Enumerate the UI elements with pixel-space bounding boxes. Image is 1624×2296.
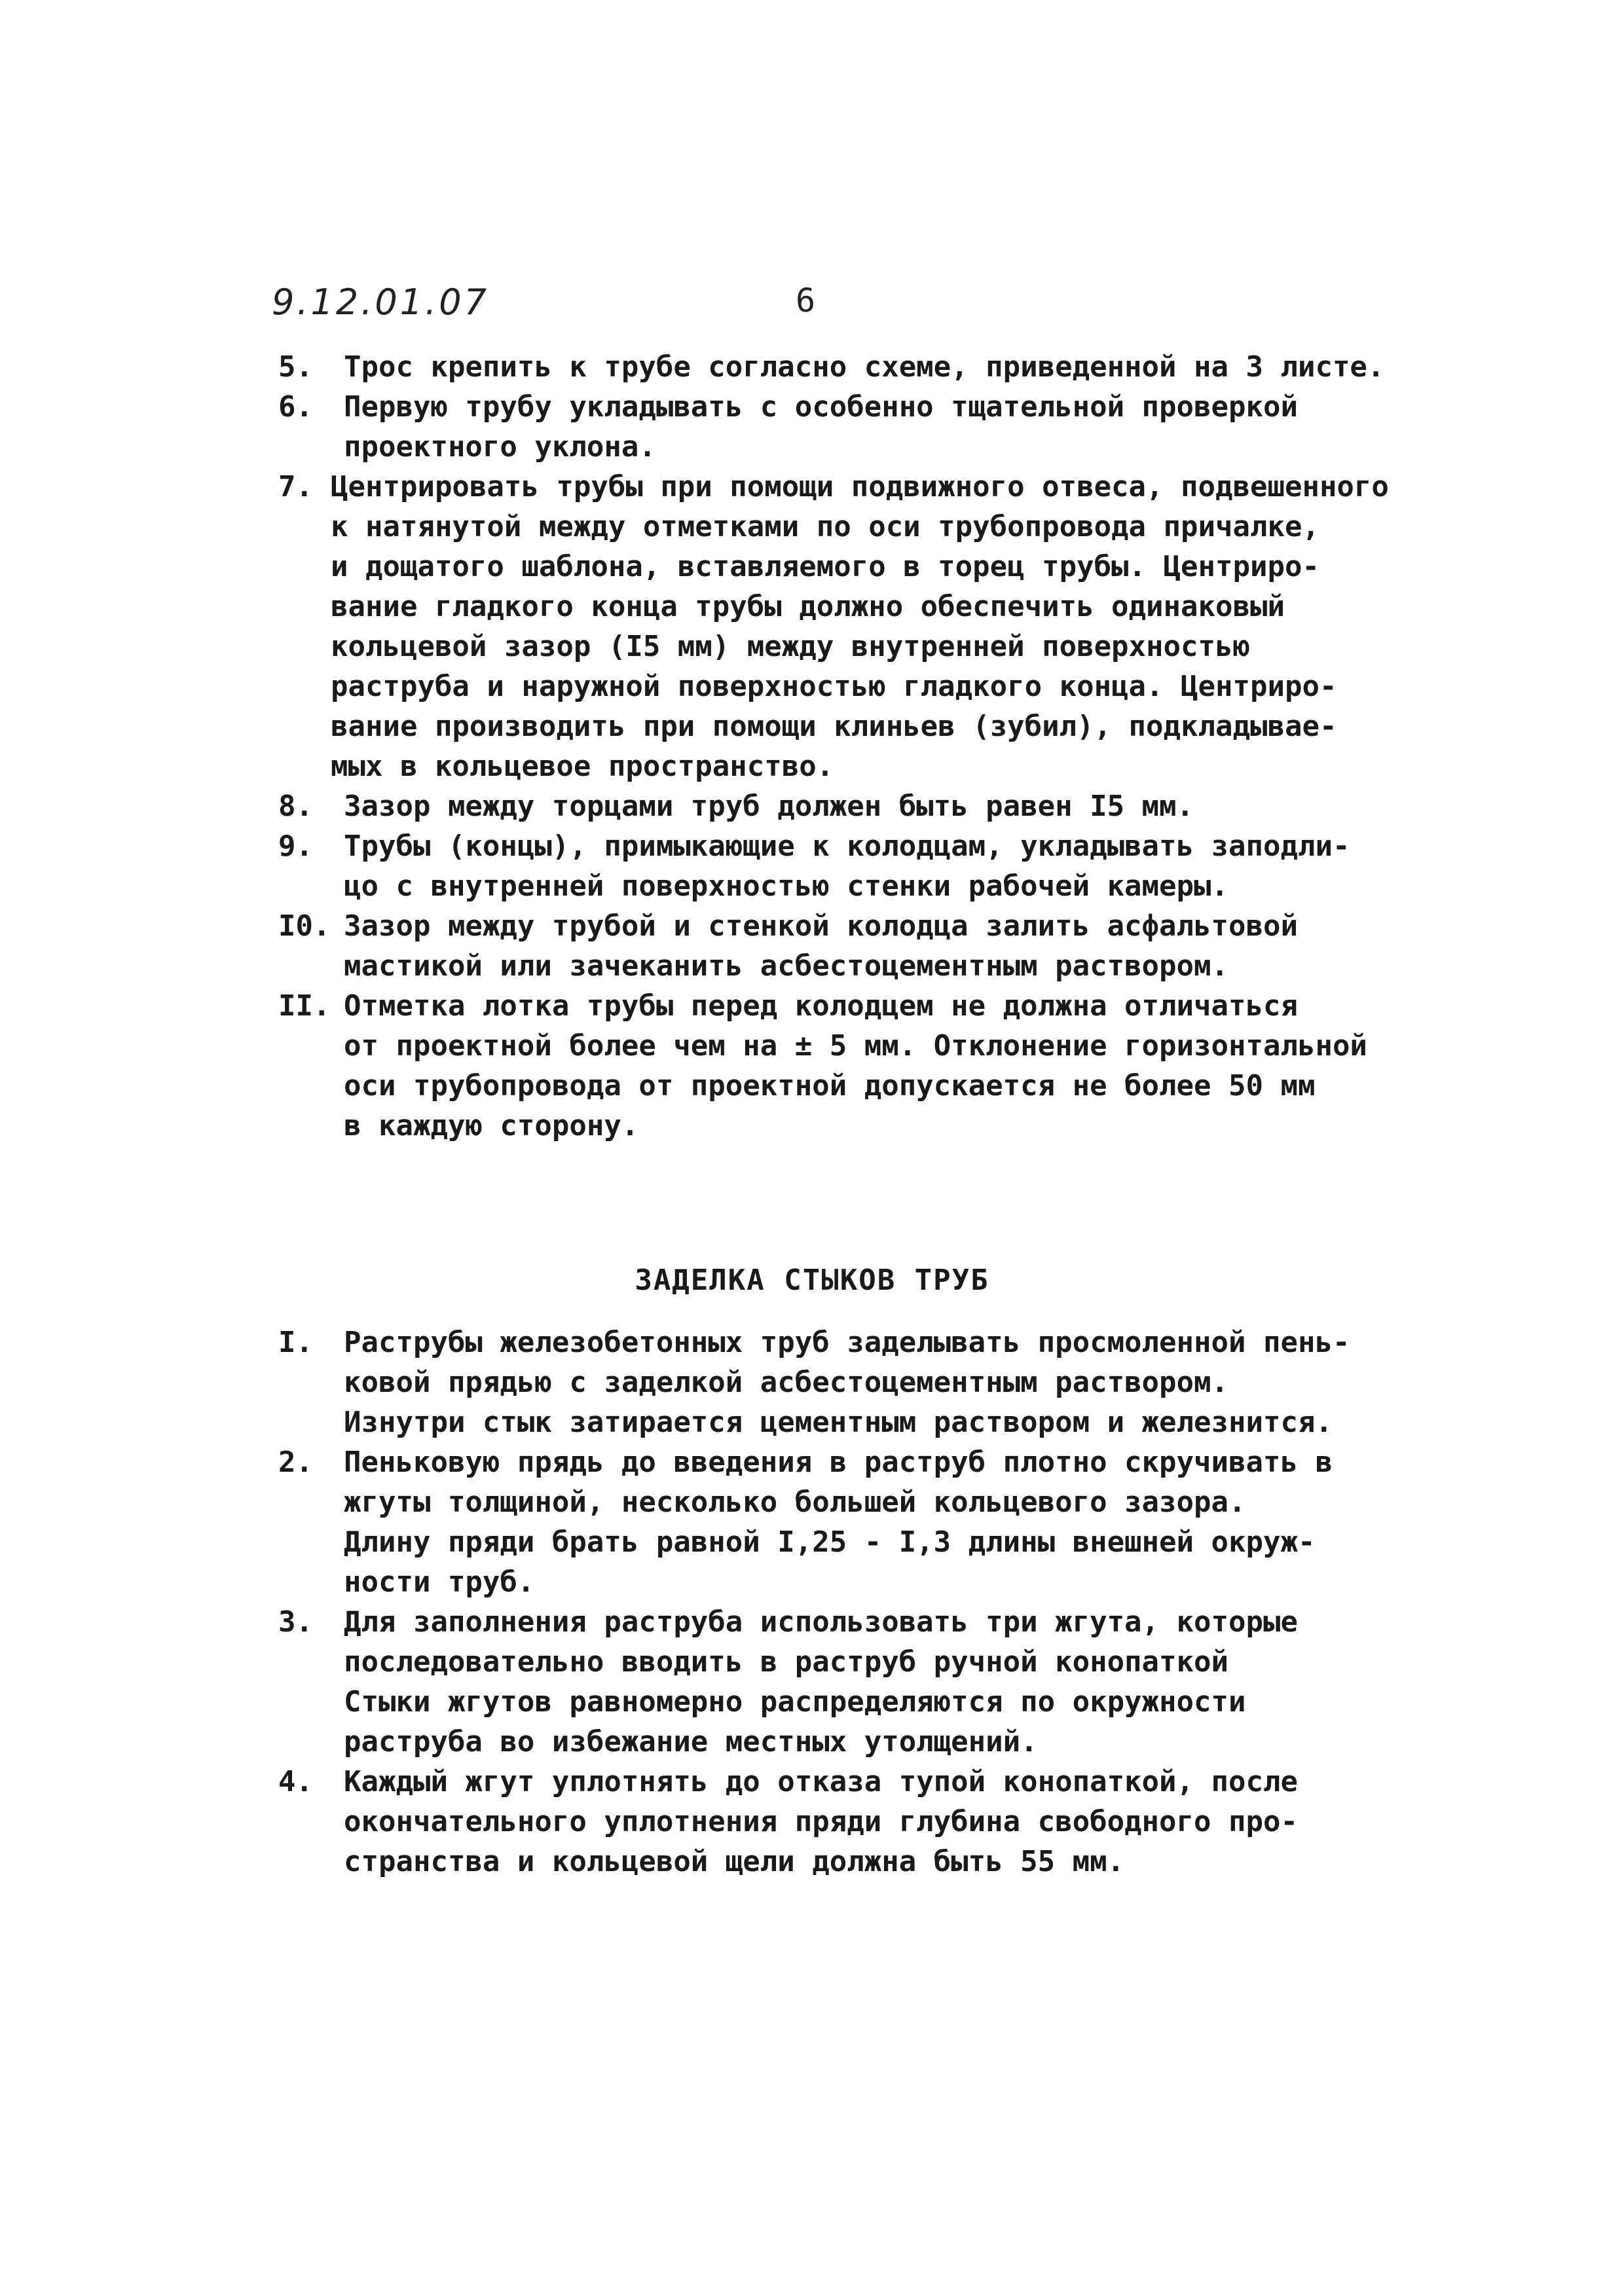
- item-number: II.: [278, 989, 331, 1023]
- item-text: [344, 906, 1352, 986]
- item-number: 2.: [278, 1446, 313, 1479]
- list-item: [278, 1442, 1352, 1602]
- installation-list: [278, 347, 1389, 1146]
- text-line: окончательного уплотнения пряди глубина свободного про-: [344, 1805, 1298, 1838]
- text-line: раструба и наружной поверхностью гладкого конца. Центриро-: [331, 670, 1337, 703]
- item-text: [344, 387, 1352, 467]
- item-number: 4.: [278, 1765, 313, 1798]
- item-text: [344, 1602, 1352, 1762]
- list-item: [278, 906, 1352, 986]
- item-number: 5.: [278, 350, 313, 384]
- item-text: [331, 467, 1389, 786]
- text-line: Трос крепить к трубе согласно схеме, приведенной на 3 листе.: [344, 350, 1385, 384]
- text-line: Пеньковую прядь до введения в раструб плотно скручивать в: [344, 1446, 1333, 1479]
- text-line: Зазор между торцами труб должен быть равен I5 мм.: [344, 790, 1194, 823]
- text-line: вание гладкого конца трубы должно обеспечить одинаковый: [331, 590, 1285, 623]
- text-line: ковой прядью с заделкой асбестоцементным раствором.: [344, 1366, 1229, 1399]
- text-line: цо с внутренней поверхностью стенки рабочей камеры.: [344, 869, 1229, 903]
- item-text: [344, 826, 1352, 906]
- text-line: последовательно вводить в раструб ручной конопаткой: [344, 1645, 1229, 1679]
- text-line: Раструбы железобетонных труб заделывать просмоленной пень-: [344, 1326, 1350, 1359]
- list-item: [278, 1602, 1352, 1762]
- item-number: 3.: [278, 1605, 313, 1639]
- item-text: [344, 347, 1384, 387]
- text-line: оси трубопровода от проектной допускается не более 50 мм: [344, 1069, 1316, 1102]
- item-number: 7.: [278, 470, 313, 503]
- text-line: Отметка лотка трубы перед колодцем не должна отличаться: [344, 989, 1298, 1023]
- list-item: [278, 387, 1352, 467]
- text-line: жгуты толщиной, несколько большей кольцевого зазора.: [344, 1485, 1246, 1519]
- item-text: [344, 786, 1352, 826]
- item-text: [344, 986, 1367, 1146]
- text-line: Стыки жгутов равномерно распределяются по окружности: [344, 1685, 1246, 1719]
- item-text: [344, 1322, 1352, 1442]
- item-number: 9.: [278, 829, 313, 863]
- item-number: 6.: [278, 390, 313, 424]
- list-item: [278, 347, 1385, 387]
- text-line: ности труб.: [344, 1565, 535, 1599]
- list-item: [278, 786, 1352, 826]
- text-line: раструба во избежание местных утолщений.: [344, 1725, 1038, 1758]
- item-text: [344, 1442, 1352, 1602]
- text-line: вание производить при помощи клиньев (зубил), подкладывае-: [331, 710, 1337, 743]
- text-line: кольцевой зазор (I5 мм) между внутренней поверхностью: [331, 630, 1250, 663]
- text-line: от проектной более чем на ± 5 мм. Отклонение горизонтальной: [344, 1029, 1367, 1063]
- item-number: I.: [278, 1326, 313, 1359]
- document-code: 9.12.01.07: [272, 282, 489, 323]
- text-line: Для заполнения раструба использовать три жгута, которые: [344, 1605, 1298, 1639]
- list-item: [278, 1762, 1352, 1882]
- joint-sealing-list: [278, 1322, 1352, 1882]
- text-line: к натянутой между отметками по оси трубопровода причалке,: [331, 510, 1320, 543]
- text-line: проектного уклона.: [344, 430, 656, 464]
- page-number: 6: [796, 282, 816, 319]
- text-line: Трубы (концы), примыкающие к колодцам, укладывать заподли-: [344, 829, 1350, 863]
- item-number: I0.: [278, 909, 331, 943]
- list-item: [278, 467, 1389, 786]
- text-line: в каждую сторону.: [344, 1109, 639, 1142]
- text-line: Изнутри стык затирается цементным раствором и железнится.: [344, 1406, 1333, 1439]
- text-line: Каждый жгут уплотнять до отказа тупой конопаткой, после: [344, 1765, 1298, 1798]
- item-text: [344, 1762, 1352, 1882]
- section-title: ЗАДЕЛКА СТЫКОВ ТРУБ: [635, 1264, 989, 1297]
- item-number: 8.: [278, 790, 313, 823]
- text-line: и дощатого шаблона, вставляемого в торец трубы. Центриро-: [331, 550, 1320, 583]
- text-line: мых в кольцевое пространство.: [331, 750, 834, 783]
- text-line: Первую трубу укладывать с особенно тщательной проверкой: [344, 390, 1298, 424]
- text-line: Длину пряди брать равной I,25 - I,3 длины внешней окруж-: [344, 1525, 1316, 1559]
- text-line: мастикой или зачеканить асбестоцементным раствором.: [344, 949, 1229, 983]
- text-line: странства и кольцевой щели должна быть 55 мм.: [344, 1845, 1125, 1878]
- text-line: Зазор между трубой и стенкой колодца залить асфальтовой: [344, 909, 1298, 943]
- list-item: [278, 986, 1367, 1146]
- list-item: [278, 1322, 1352, 1442]
- list-item: [278, 826, 1352, 906]
- text-line: Центрировать трубы при помощи подвижного отвеса, подвешенного: [331, 470, 1389, 503]
